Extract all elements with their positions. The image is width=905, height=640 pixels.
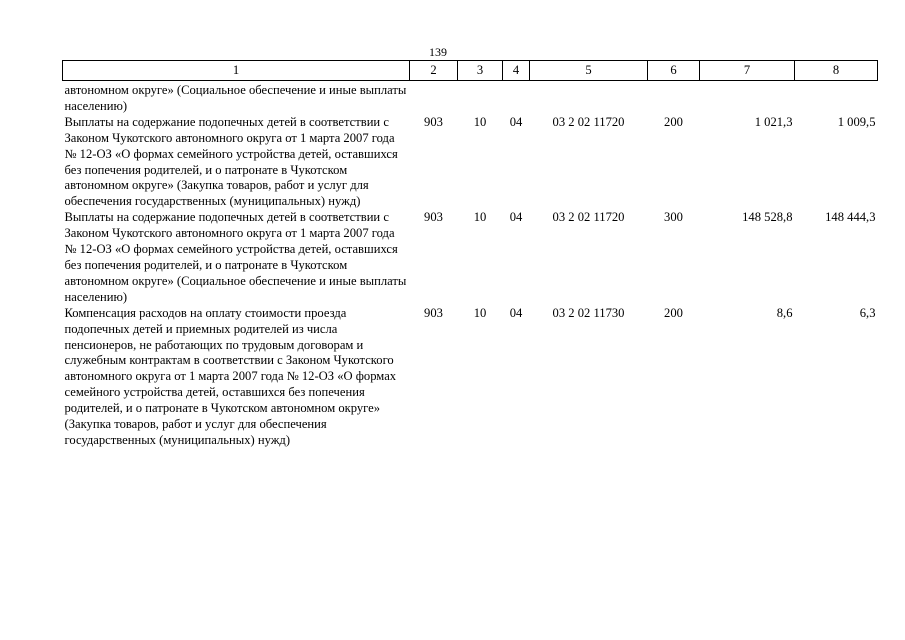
row-expense-type: 200: [664, 114, 683, 129]
row-expense-type: [648, 81, 700, 115]
header-col-5: 5: [530, 61, 648, 81]
row-subsection: 04: [509, 114, 523, 129]
row-sum-1: 148 528,8: [742, 210, 793, 225]
row-sum-1: 1 021,3: [754, 114, 793, 129]
row-section: 10: [473, 114, 487, 129]
row-grbs: 903: [424, 210, 443, 225]
row-name: Выплаты на содержание подопечных детей в соответствии с Законом Чукотского автономного округа от 1 марта 2007 года № 12-ОЗ «О формах семейного устройства детей, оставшихся без попечения родителей, и о патронате в Чукотском автономном округе» (Закупка товаров, работ и услуг для обеспечения государственных (муниципальных) нужд): [64, 114, 398, 209]
row-sum-2: 6,3: [859, 305, 876, 320]
row-sum-1: [700, 81, 795, 115]
row-section: [458, 81, 503, 115]
row-sum-2: 148 444,3: [825, 210, 876, 225]
header-col-3: 3: [458, 61, 503, 81]
table-row: [63, 81, 878, 115]
row-name: автономном округе» (Социальное обеспечение и иные выплаты населению): [64, 83, 407, 113]
row-target-article: 03 2 02 11730: [552, 305, 625, 320]
row-target-article: 03 2 02 11720: [552, 210, 625, 225]
row-name: Компенсация расходов на оплату стоимости проезда подопечных детей и приемных родителей из числа пенсионеров, не работающих по трудовым договорам и служебным контрактам в соответствии с Законом Чукотского автономного округа от 1 марта 2007 года № 12-ОЗ «О формах семейного устройства детей, оставшихся без попечения родителей, и о патронате в Чукотском автономном округе» (Закупка товаров, работ и услуг для обеспечения государственных (муниципальных) нужд): [64, 305, 397, 447]
table-row: [63, 306, 878, 449]
table-row: [63, 210, 878, 305]
row-sum-2: [795, 81, 878, 115]
row-sum-2: 1 009,5: [837, 114, 876, 129]
row-subsection: [503, 81, 530, 115]
header-row: [63, 61, 878, 81]
header-col-1: 1: [63, 61, 410, 81]
row-sum-1: 8,6: [776, 305, 793, 320]
row-subsection: 04: [509, 305, 523, 320]
row-expense-type: 300: [664, 210, 683, 225]
table-row: [63, 115, 878, 210]
row-section: 10: [473, 305, 487, 320]
row-subsection: 04: [509, 210, 523, 225]
row-grbs: 903: [424, 114, 443, 129]
budget-table: [62, 60, 878, 449]
row-grbs: [410, 81, 458, 115]
row-name: Выплаты на содержание подопечных детей в соответствии с Законом Чукотского автономного округа от 1 марта 2007 года № 12-ОЗ «О формах семейного устройства детей, оставшихся без попечения родителей, и о патронате в Чукотском автономном округе» (Социальное обеспечение и иные выплаты населению): [64, 210, 407, 304]
header-col-6: 6: [648, 61, 700, 81]
row-expense-type: 200: [664, 305, 683, 320]
page-number: 139: [429, 45, 447, 59]
header-col-4: 4: [503, 61, 530, 81]
header-col-2: 2: [410, 61, 458, 81]
header-col-7: 7: [700, 61, 795, 81]
header-col-8: 8: [795, 61, 878, 81]
row-section: 10: [473, 210, 487, 225]
row-grbs: 903: [424, 305, 443, 320]
row-target-article: 03 2 02 11720: [552, 114, 625, 129]
row-target-article: [530, 81, 648, 115]
